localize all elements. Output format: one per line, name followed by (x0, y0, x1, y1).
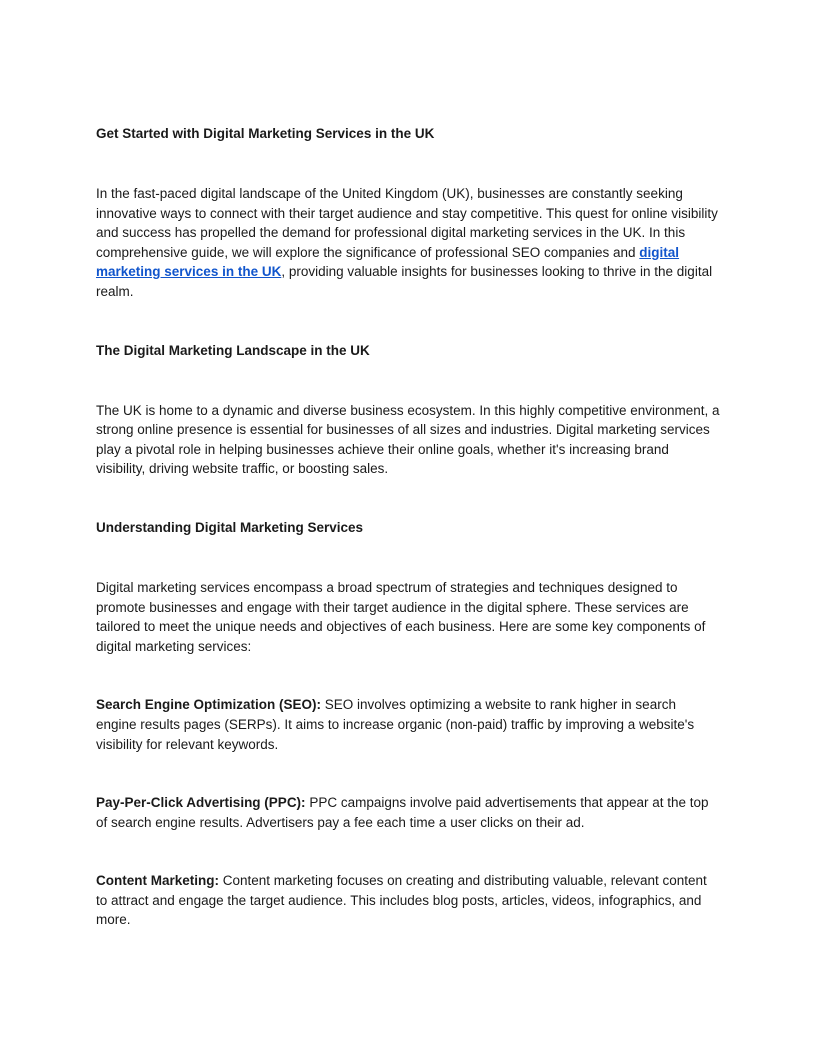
intro-paragraph (96, 184, 720, 302)
list-item-text: SEO involves optimizing a website to rank higher in search engine results pages (SERPs). It aims to increase organic (non-paid) traffic by improving a website's visibility for relevant keywords. (96, 697, 695, 752)
section-heading-landscape: The Digital Marketing Landscape in the UK (96, 342, 370, 358)
landscape-paragraph: The UK is home to a dynamic and diverse business ecosystem. In this highly competitive environment, a strong online presence is essential for businesses of all sizes and industries. Digital marketing services play a pivotal role in helping businesses achieve their online goals, whether it's increasing brand visibility, driving website traffic, or boosting sales. (96, 402, 720, 477)
understanding-paragraph: Digital marketing services encompass a broad spectrum of strategies and techniques designed to promote businesses and engage with their target audience in the digital sphere. These services are tailored to meet the unique needs and objectives of each business. Here are some key components of digital marketing services: (96, 579, 706, 654)
section-heading-understanding: Understanding Digital Marketing Services (96, 519, 364, 535)
list-item-ppc (96, 793, 720, 832)
intro-text-after-link: , providing valuable insights for businesses looking to thrive in the digital realm. (96, 264, 713, 299)
list-item-term: Pay-Per-Click Advertising (PPC): (96, 795, 306, 811)
list-item-text: PPC campaigns involve paid advertisements that appear at the top of search engine results. Advertisers pay a fee each time a user clicks on their ad. (96, 795, 709, 830)
digital-marketing-services-link[interactable]: digital marketing services in the UK (96, 244, 680, 280)
list-item-term: Content Marketing: (96, 873, 219, 889)
list-item-seo (96, 695, 720, 754)
list-item-text: Content marketing focuses on creating and distributing valuable, relevant content to attract and engage the target audience. This includes blog posts, articles, videos, infographics, and more. (96, 873, 707, 928)
list-item-term: Search Engine Optimization (SEO): (96, 697, 322, 713)
list-item-content-marketing (96, 871, 720, 930)
document-page (96, 124, 720, 930)
intro-text-before-link: In the fast-paced digital landscape of the United Kingdom (UK), businesses are constantly seeking innovative ways to connect with their target audience and stay competitive. This quest for online visibility and success has propelled the demand for professional digital marketing services in the UK. In this comprehensive guide, we will explore the significance of professional SEO companies and (96, 186, 718, 260)
document-title: Get Started with Digital Marketing Services in the UK (96, 126, 435, 141)
